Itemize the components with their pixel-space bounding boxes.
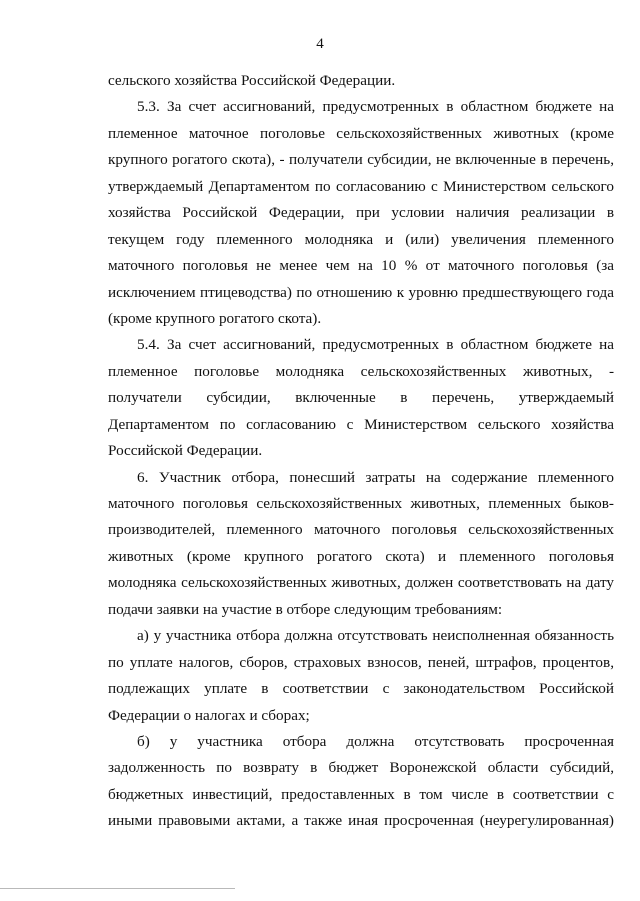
page-number: 4 <box>316 36 324 52</box>
text-line: б) у участника отбора должна отсутствовать просроченная <box>137 732 614 750</box>
text-line: молодняка сельскохозяйственных животных, должен соответствовать на дату <box>108 574 614 592</box>
text-line: текущем году племенного молодняка и (или) увеличения племенного <box>108 230 614 248</box>
scan-edge-line <box>0 888 235 889</box>
text-line: подачи заявки на участие в отборе следующим требованиям: <box>108 600 503 618</box>
text-line: маточного поголовья сельскохозяйственных животных, племенных быков- <box>108 495 614 512</box>
text-line: животных (кроме крупного рогатого скота) и племенного поголовья <box>108 547 614 565</box>
text-line: по уплате налогов, сборов, страховых взносов, пеней, штрафов, процентов, <box>108 653 614 671</box>
text-line: 5.3. За счет ассигнований, предусмотренных в областном бюджете на <box>137 98 614 116</box>
text-line: племенное поголовье молодняка сельскохозяйственных животных, - <box>108 362 614 380</box>
text-line: а) у участника отбора должна отсутствовать неисполненная обязанность <box>137 627 614 645</box>
text-line: Департаментом по согласованию с Министерством сельского хозяйства <box>108 415 614 433</box>
text-line: иными правовыми актами, а также иная просроченная (неурегулированная) <box>108 812 614 830</box>
text-line: племенное маточное поголовье сельскохозяйственных животных (кроме <box>108 124 614 142</box>
text-line: Федерации о налогах и сборах; <box>108 706 310 724</box>
text-line: бюджетных инвестиций, предоставленных в том числе в соответствии с <box>108 785 614 803</box>
text-line: 5.4. За счет ассигнований, предусмотренных в областном бюджете на <box>137 336 614 354</box>
text-line: хозяйства Российской Федерации, при условии наличия реализации в <box>108 204 614 222</box>
text-line: Российской Федерации. <box>108 442 263 460</box>
text-line: получатели субсидии, включенные в перечень, утверждаемый <box>108 389 614 407</box>
text-line: маточного поголовья не менее чем на 10 % от маточного поголовья (за <box>108 257 614 275</box>
text-line: (кроме крупного рогатого скота). <box>108 309 322 327</box>
text-line: подлежащих уплате в соответствии с законодательством Российской <box>108 680 614 698</box>
text-line: утверждаемый Департаментом по согласованию с Министерством сельского <box>108 177 614 195</box>
text-line: сельского хозяйства Российской Федерации. <box>108 72 396 89</box>
document-body <box>108 68 614 835</box>
text-line: исключением птицеводства) по отношению к уровню предшествующего года <box>108 283 614 301</box>
text-line: задолженность по возврату в бюджет Воронежской области субсидий, <box>108 759 614 777</box>
text-line: крупного рогатого скота), - получатели субсидии, не включенные в перечень, <box>108 151 614 169</box>
text-line: производителей, племенного маточного поголовья сельскохозяйственных <box>108 521 614 539</box>
text-line: 6. Участник отбора, понесший затраты на содержание племенного <box>137 468 614 486</box>
